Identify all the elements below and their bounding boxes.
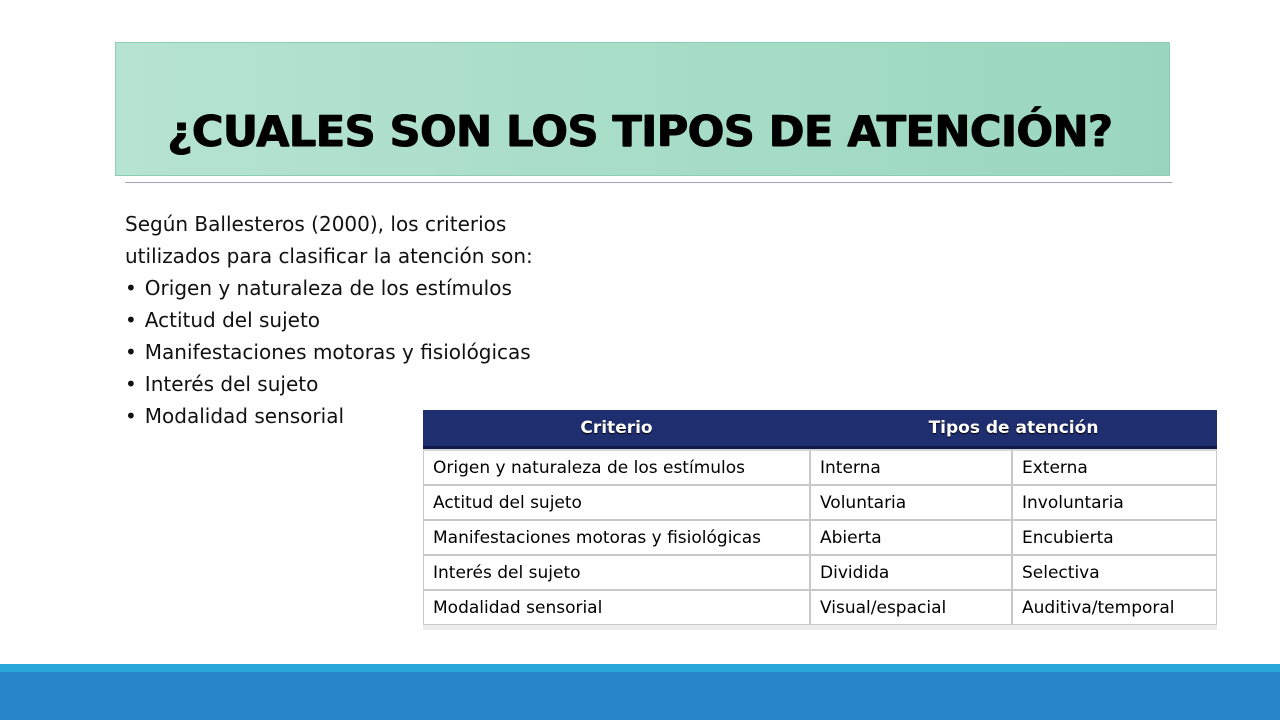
header-criterio: Criterio bbox=[423, 410, 810, 449]
intro-paragraph: Según Ballesteros (2000), los criterios utilizados para clasificar la atención son: bbox=[125, 212, 533, 268]
footer-accent-stripe bbox=[0, 664, 1280, 672]
footer-bar bbox=[0, 672, 1280, 720]
cell-type-a: Visual/espacial bbox=[810, 590, 1012, 625]
cell-type-b: Externa bbox=[1012, 449, 1217, 485]
cell-type-b: Auditiva/temporal bbox=[1012, 590, 1217, 625]
cell-type-b: Selectiva bbox=[1012, 555, 1217, 590]
cell-type-a: Interna bbox=[810, 449, 1012, 485]
attention-types-table bbox=[423, 410, 1217, 625]
cell-type-b: Encubierta bbox=[1012, 520, 1217, 555]
cell-type-a: Abierta bbox=[810, 520, 1012, 555]
criteria-list-item: • Manifestaciones motoras y fisiológicas bbox=[125, 336, 585, 368]
slide-title: ¿CUALES SON LOS TIPOS DE ATENCIÓN? bbox=[167, 107, 1113, 157]
table-row bbox=[423, 449, 1217, 485]
cell-type-a: Dividida bbox=[810, 555, 1012, 590]
criteria-list-item: • Modalidad sensorial bbox=[125, 400, 585, 432]
intro-text-block bbox=[125, 208, 585, 432]
cell-criterion: Interés del sujeto bbox=[423, 555, 810, 590]
cell-criterion: Origen y naturaleza de los estímulos bbox=[423, 449, 810, 485]
cell-type-b: Involuntaria bbox=[1012, 485, 1217, 520]
criteria-list-item: • Origen y naturaleza de los estímulos bbox=[125, 272, 585, 304]
cell-criterion: Actitud del sujeto bbox=[423, 485, 810, 520]
title-divider bbox=[125, 182, 1172, 183]
table-header-row bbox=[423, 410, 1217, 449]
table-row bbox=[423, 555, 1217, 590]
criteria-list bbox=[125, 272, 585, 432]
cell-criterion: Modalidad sensorial bbox=[423, 590, 810, 625]
cell-criterion: Manifestaciones motoras y fisiológicas bbox=[423, 520, 810, 555]
criteria-list-item: • Interés del sujeto bbox=[125, 368, 585, 400]
table-row bbox=[423, 590, 1217, 625]
table-row bbox=[423, 485, 1217, 520]
cell-type-a: Voluntaria bbox=[810, 485, 1012, 520]
table-row bbox=[423, 520, 1217, 555]
attention-types-table-wrapper bbox=[423, 410, 1217, 630]
header-tipos-de-atencion: Tipos de atención bbox=[810, 410, 1217, 449]
criteria-list-item: • Actitud del sujeto bbox=[125, 304, 585, 336]
